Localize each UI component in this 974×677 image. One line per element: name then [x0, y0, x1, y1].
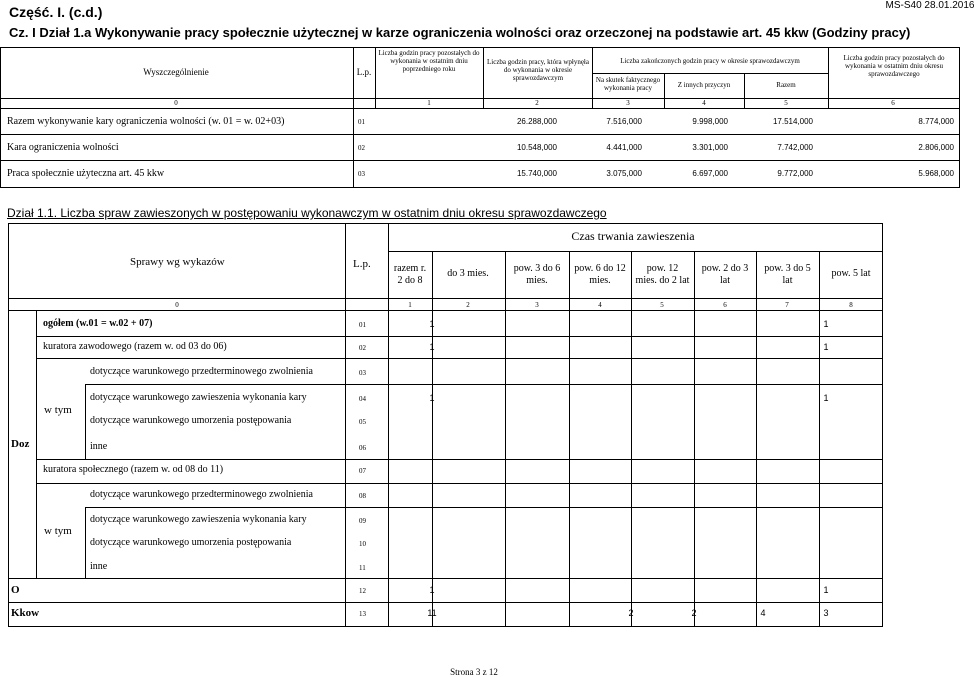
header-do-3-mies: do 3 mies.: [447, 268, 489, 279]
header-lp: L.p.: [356, 67, 372, 77]
page-label: Strona: [450, 667, 474, 677]
header-razem: razem r. 2 do 8: [393, 263, 427, 286]
colnum2-2: 2: [466, 301, 470, 309]
header-3-6: pow. 3 do 6 mies.: [513, 263, 561, 286]
header-3-5: pow. 3 do 5 lat: [764, 263, 811, 286]
table1-cell: 3.075,000: [606, 169, 642, 178]
form-code: MS-S40 28.01.2016: [885, 0, 974, 11]
table2-cell: 1: [823, 319, 829, 329]
table2-row-lp: 05: [359, 418, 366, 426]
table2-cell: 3: [823, 608, 829, 618]
colnum2-6: 6: [723, 301, 727, 309]
header-sprawy: Sprawy wg wykazów: [130, 256, 225, 268]
header-col6: Liczba godzin pracy pozostałych do wykonania w ostatnim dniu okresu sprawozdawczego: [843, 54, 945, 79]
colnum-4: 4: [702, 99, 706, 107]
page-sep: z: [482, 667, 487, 677]
table2-row-lp: 03: [359, 369, 366, 377]
table2-row-label: Kkow: [11, 607, 40, 619]
side-label-doz: Doz: [11, 438, 30, 450]
table2-cell: 1: [429, 393, 435, 403]
table2-row-label: dotyczące warunkowego przedterminowego zwolnienia: [90, 366, 313, 377]
header-col-group: Liczba zakończonych godzin pracy w okresie sprawozdawczym: [620, 57, 800, 65]
colnum2-4: 4: [598, 301, 602, 309]
table1-cell: 10.548,000: [516, 143, 557, 152]
table2-row-label: inne: [90, 561, 108, 572]
table1-cell: 9.998,000: [692, 117, 728, 126]
colnum2-1: 1: [408, 301, 412, 309]
table1-cell: 26.288,000: [516, 117, 557, 126]
section2-title: Dział 1.1. Liczba spraw zawieszonych w postępowaniu wykonawczym w ostatnim dniu okresu sprawozdawczego: [7, 206, 607, 220]
table2-cell: 1: [823, 342, 829, 352]
table1-cell: 2.806,000: [918, 143, 954, 152]
table2-cell: 4: [760, 608, 766, 618]
table1-row-label: Razem wykonywanie kary ograniczenia wolności (w. 01 = w. 02+03): [7, 116, 285, 127]
table2-cell: 1: [823, 393, 829, 403]
table2-row-label: dotyczące warunkowego umorzenia postępowania: [90, 415, 292, 426]
table2-row-label: O: [11, 584, 20, 596]
section-title: Cz. I Dział 1.a Wykonywanie pracy społecznie użytecznej w karze ograniczenia wolności oraz orzeczonej na podstawie art. 45 kkw (Godziny pracy): [9, 25, 911, 40]
header-lp2: L.p.: [353, 258, 371, 270]
colnum2-5: 5: [660, 301, 664, 309]
table2-row-label: dotyczące warunkowego zawieszenia wykonania kary: [90, 392, 307, 403]
table2-cell: 2: [628, 608, 634, 618]
page-total: 12: [488, 667, 498, 677]
table1-row-lp: 01: [358, 118, 365, 126]
table2-cell: 1: [429, 319, 435, 329]
colnum-6: 6: [891, 99, 895, 107]
table2-row-lp: 08: [359, 492, 366, 500]
table2-row-label: inne: [90, 441, 108, 452]
table1-row-label: Praca społecznie użyteczna art. 45 kkw: [7, 168, 165, 179]
colnum2-3: 3: [535, 301, 539, 309]
table1-cell: 4.441,000: [606, 143, 642, 152]
table2-row-lp: 06: [359, 444, 366, 452]
header-2-3: pow. 2 do 3 lat: [701, 263, 749, 286]
table1-cell: 6.697,000: [692, 169, 728, 178]
colnum-5: 5: [784, 99, 788, 107]
page-current: 3: [475, 667, 481, 677]
header-col5: Razem: [776, 81, 796, 89]
table1-cell: 7.742,000: [777, 143, 813, 152]
page-title: Część. I. (c.d.): [9, 4, 103, 20]
table2-row-lp: 09: [359, 517, 366, 525]
table2-cell: 1: [429, 342, 435, 352]
table1-row-label: Kara ograniczenia wolności: [7, 142, 119, 153]
colnum2-8: 8: [849, 301, 853, 309]
header-col4: Z innych przyczyn: [677, 81, 731, 89]
header-czas-trwania: Czas trwania zawieszenia: [571, 229, 695, 243]
table2-cell: 1: [823, 585, 829, 595]
header-wyszczegolnienie: Wyszczególnienie: [143, 67, 209, 77]
page-number: [450, 667, 498, 677]
table2-row-label: kuratora społecznego (razem w. od 08 do 11): [43, 464, 224, 475]
colnum2-0: 0: [175, 301, 179, 309]
w-tym-label: w tym: [44, 525, 72, 537]
table1-cell: 17.514,000: [772, 117, 813, 126]
table2-row-label: dotyczące warunkowego zawieszenia wykonania kary: [90, 514, 307, 525]
header-col2: Liczba godzin pracy, która wpłynęła do wykonania w okresie sprawozdawczym: [487, 58, 589, 83]
colnum-3: 3: [626, 99, 630, 107]
table2-row-lp: 02: [359, 344, 366, 352]
colnum-2: 2: [535, 99, 539, 107]
w-tym-label: w tym: [44, 404, 72, 416]
header-5: pow. 5 lat: [831, 268, 871, 279]
table2-row-label: dotyczące warunkowego umorzenia postępowania: [90, 537, 292, 548]
table2-cell: 11: [427, 608, 437, 618]
table1-cell: 5.968,000: [918, 169, 954, 178]
header-12-2: pow. 12 mies. do 2 lat: [635, 263, 690, 286]
table1-cell: 8.774,000: [918, 117, 954, 126]
table2-row-lp: 07: [359, 467, 366, 475]
table1-row-lp: 02: [358, 144, 365, 152]
table2-row-lp: 13: [359, 610, 366, 618]
table1-cell: 7.516,000: [606, 117, 642, 126]
header-6-12: pow. 6 do 12 mies.: [574, 263, 626, 286]
table1-cell: 9.772,000: [777, 169, 813, 178]
colnum-0: 0: [174, 99, 178, 107]
table2-row-lp: 01: [359, 321, 366, 329]
colnum2-7: 7: [785, 301, 789, 309]
table2-row-lp: 12: [359, 587, 366, 595]
table2-row-label: ogółem (w.01 = w.02 + 07): [43, 318, 153, 329]
table2-row-lp: 04: [359, 395, 366, 403]
table2-row-lp: 10: [359, 540, 366, 548]
table2-row-lp: 11: [359, 564, 366, 572]
table2-row-label: kuratora zawodowego (razem w. od 03 do 06): [43, 341, 227, 352]
table2-cell: 1: [429, 585, 435, 595]
table2-cell: 2: [691, 608, 697, 618]
header-col3: Na skutek faktycznego wykonania pracy: [595, 76, 661, 93]
colnum-1: 1: [427, 99, 431, 107]
header-col1: Liczba godzin pracy pozostałych do wykonania w ostatnim dniu poprzedniego roku: [378, 49, 480, 74]
table1-cell: 15.740,000: [516, 169, 557, 178]
table2-row-label: dotyczące warunkowego przedterminowego zwolnienia: [90, 489, 313, 500]
table1-cell: 3.301,000: [692, 143, 728, 152]
table1-row-lp: 03: [358, 170, 365, 178]
